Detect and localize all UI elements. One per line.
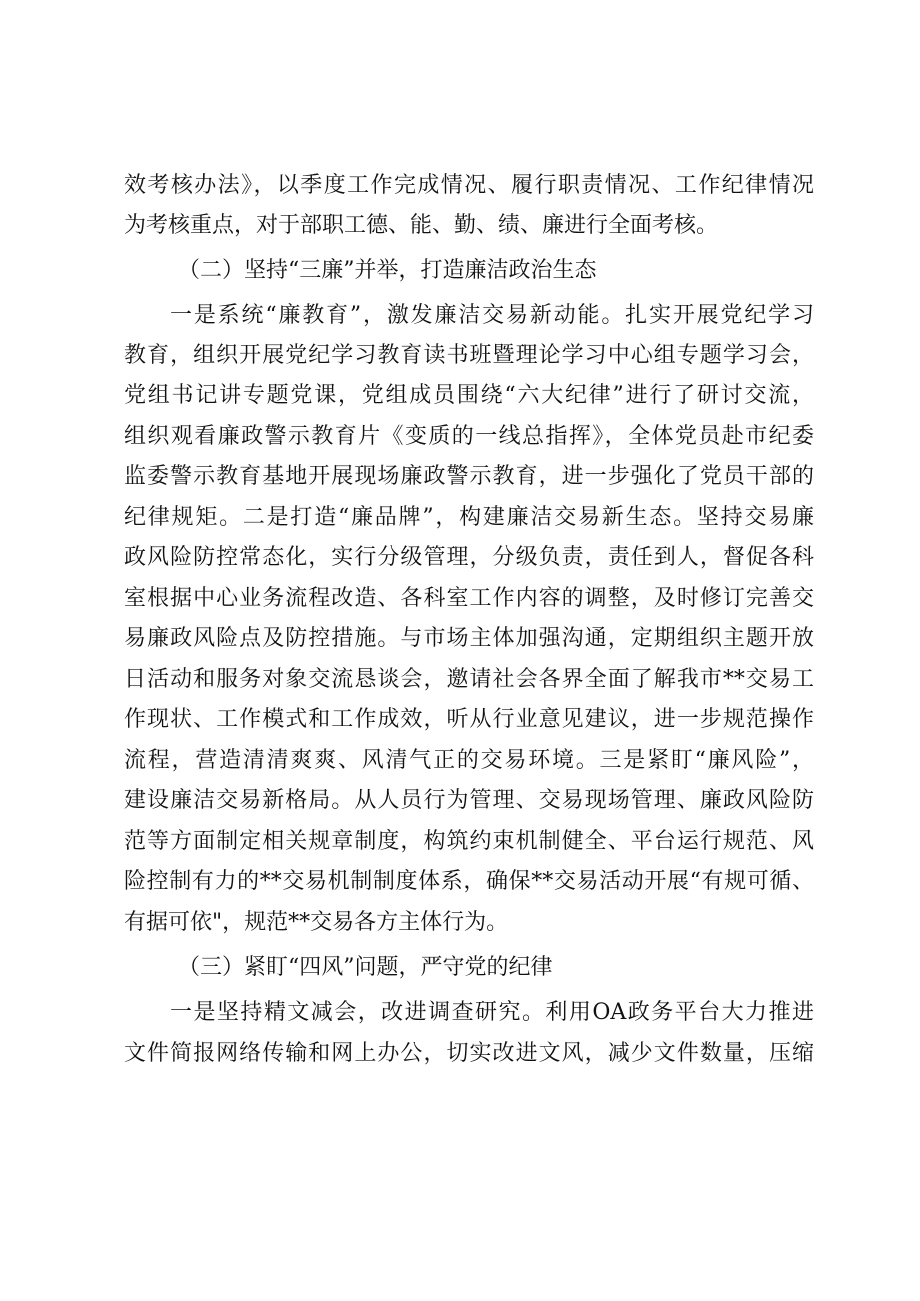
body-text-line: 建设廉洁交易新格局。从人员行为管理、交易现场管理、廉政风险防 (124, 788, 814, 813)
body-text-line: 监委警示教育基地开展现场廉政警示教育，进一步强化了党员干部的 (124, 464, 814, 489)
body-text-line: 纪律规矩。二是打造“廉品牌”，构建廉洁交易新生态。坚持交易廉 (124, 505, 814, 530)
body-text-line: 有据可依"，规范**交易各方主体行为。 (124, 910, 509, 935)
section-heading-2: （二）坚持“三廉”并举，打造廉洁政治生态 (178, 258, 597, 283)
body-text-line: 易廉政风险点及防控措施。与市场主体加强沟通，定期组织主题开放 (124, 626, 814, 651)
body-text-line: 文件简报网络传输和网上办公，切实改进文风，减少文件数量，压缩 (124, 1041, 814, 1066)
body-text-line: 政风险防控常态化，实行分级管理，分级负责，责任到人，督促各科 (124, 545, 814, 570)
body-text-line: 流程，营造清清爽爽、风清气正的交易环境。三是紧盯“廉风险”， (124, 748, 814, 773)
body-text-line: 室根据中心业务流程改造、各科室工作内容的调整，及时修订完善交 (124, 586, 814, 611)
section-heading-3: （三）紧盯“四风”问题，严守党的纪律 (178, 955, 553, 980)
paragraph-first-line: 一是坚持精文减会，改进调查研究。利用OA政务平台大力推进 (170, 1000, 814, 1025)
body-text-line: 为考核重点，对于部职工德、能、勤、绩、廉进行全面考核。 (124, 213, 719, 238)
body-text-line: 效考核办法》，以季度工作完成情况、履行职责情况、工作纪律情况 (124, 173, 814, 198)
body-text-line: 范等方面制定相关规章制度，构筑约束机制健全、平台运行规范、风 (124, 829, 814, 854)
body-text-line: 作现状、工作模式和工作成效，听从行业意见建议，进一步规范操作 (124, 707, 814, 732)
body-text-line: 险控制有力的**交易机制制度体系，确保**交易活动开展“有规可循、 (124, 869, 814, 894)
body-text-line: 党组书记讲专题党课，党组成员围绕“六大纪律”进行了研讨交流， (124, 383, 814, 408)
body-text-line: 组织观看廉政警示教育片《变质的一线总指挥》，全体党员赴市纪委 (124, 424, 814, 449)
body-text-line: 教育，组织开展党纪学习教育读书班暨理论学习中心组专题学习会， (124, 343, 814, 368)
body-text-line: 日活动和服务对象交流恳谈会，邀请社会各界全面了解我市**交易工 (124, 667, 814, 692)
paragraph-first-line: 一是系统“廉教育”，激发廉洁交易新动能。扎实开展党纪学习 (170, 303, 814, 328)
